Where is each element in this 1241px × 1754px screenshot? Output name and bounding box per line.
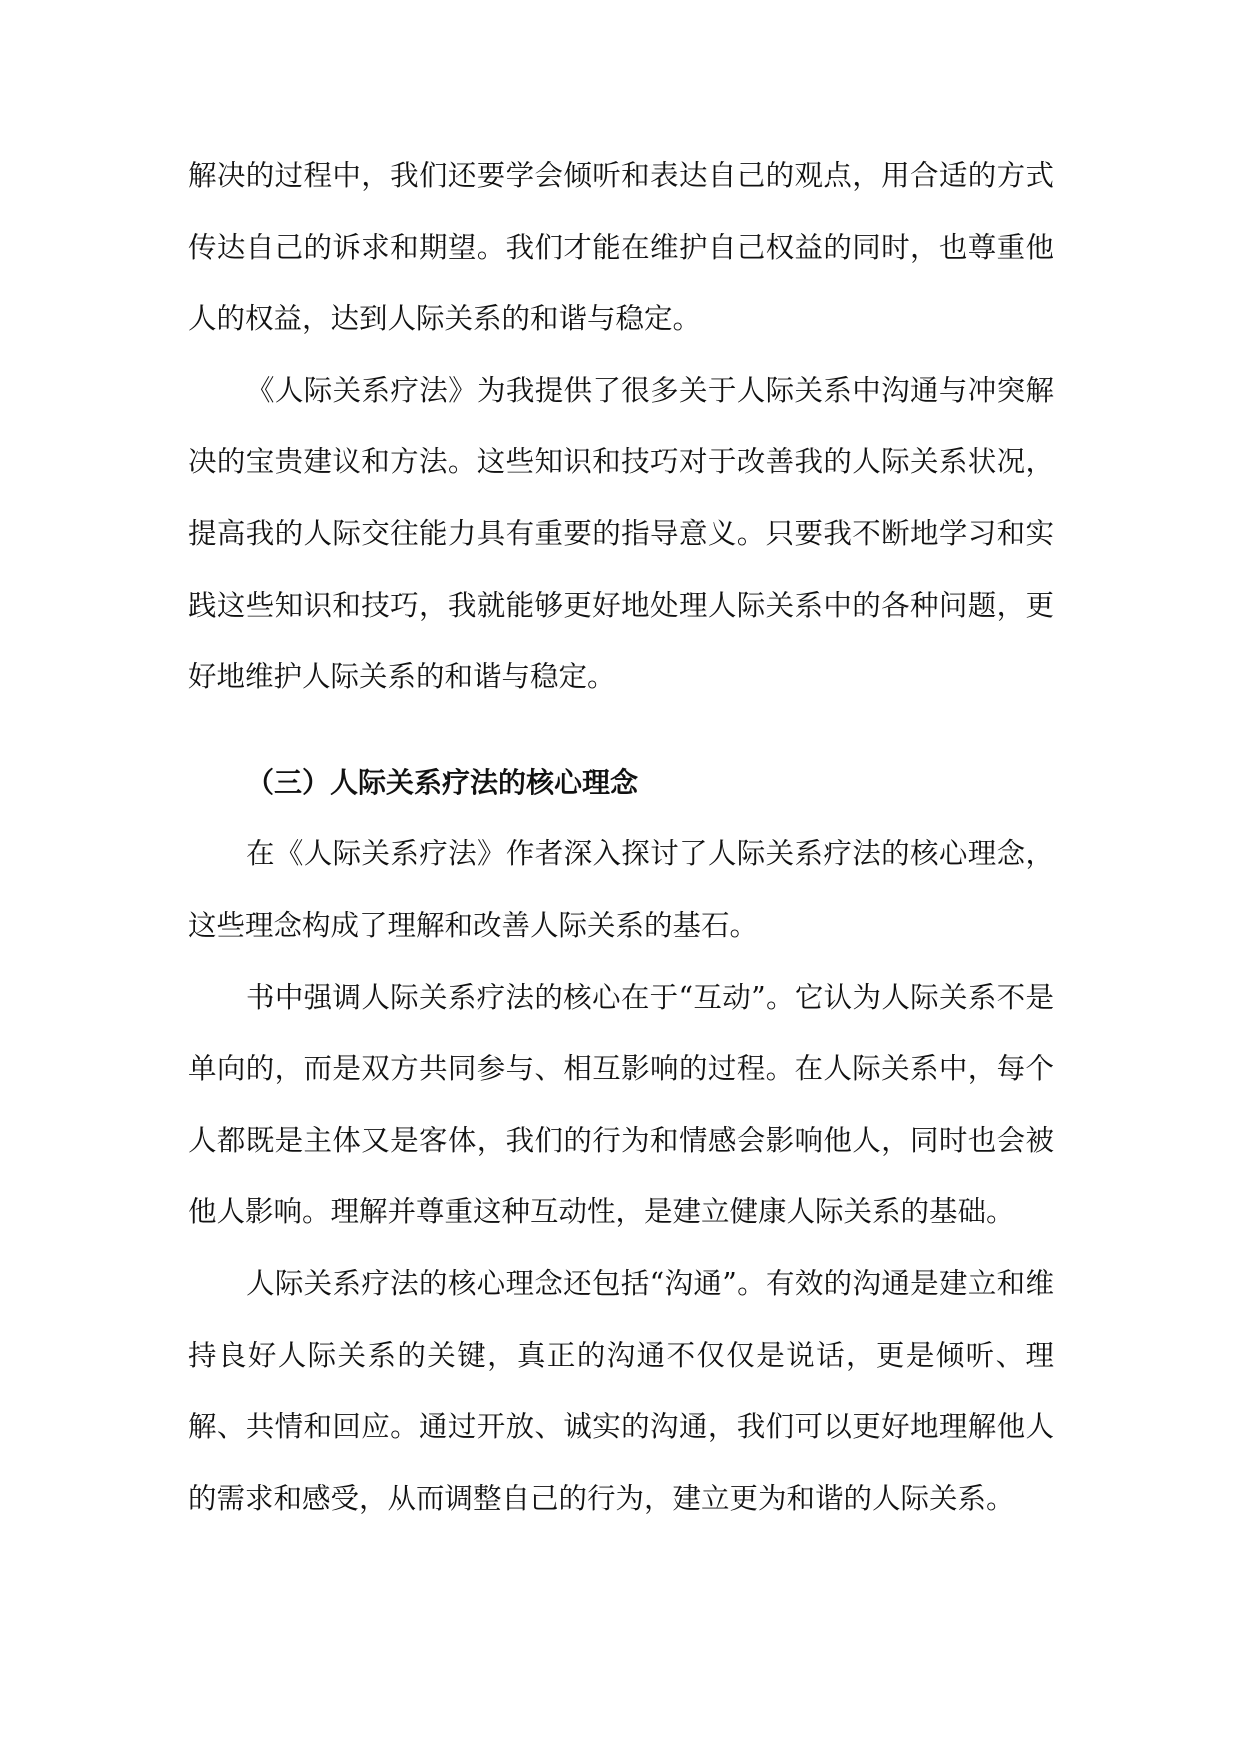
paragraph-continuation: 解决的过程中，我们还要学会倾听和表达自己的观点，用合适的方式传达自己的诉求和期望。我们才能在维护自己权益的同时，也尊重他人的权益，达到人际关系的和谐与稳定。: [188, 159, 1054, 336]
paragraph: 书中强调人际关系疗法的核心在于“互动”。它认为人际关系不是单向的，而是双方共同参与、相互影响的过程。在人际关系中，每个人都既是主体又是客体，我们的行为和情感会影响他人，同时也会被他人影响。理解并尊重这种互动性，是建立健康人际关系的基础。: [188, 980, 1054, 1229]
paragraph: 人际关系疗法的核心理念还包括“沟通”。有效的沟通是建立和维持良好人际关系的关键，真正的沟通不仅仅是说话，更是倾听、理解、共情和回应。通过开放、诚实的沟通，我们可以更好地理解他人的需求和感受，从而调整自己的行为，建立更为和谐的人际关系。: [188, 1266, 1054, 1515]
paragraph: 在《人际关系疗法》作者深入探讨了人际关系疗法的核心理念，这些理念构成了理解和改善人际关系的基石。: [188, 837, 1054, 942]
document-body: [188, 140, 1054, 1534]
spacer: [188, 713, 1054, 747]
paragraph: 《人际关系疗法》为我提供了很多关于人际关系中沟通与冲突解决的宝贵建议和方法。这些知识和技巧对于改善我的人际关系状况，提高我的人际交往能力具有重要的指导意义。只要我不断地学习和实践这些知识和技巧，我就能够更好地处理人际关系中的各种问题，更好地维护人际关系的和谐与稳定。: [188, 373, 1054, 694]
section-heading: （三）人际关系疗法的核心理念: [246, 765, 639, 799]
